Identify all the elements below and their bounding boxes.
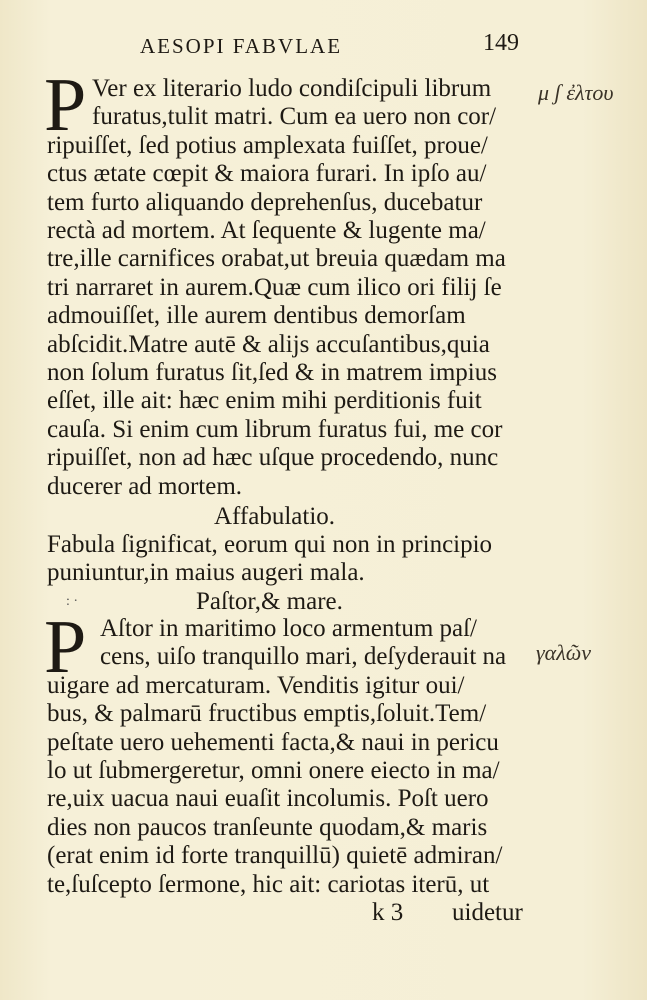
text-line: furatus,tulit matri. Cum ea uero non cor/ <box>92 103 497 131</box>
text-line: rectà ad mortem. At ſequente & lugente ma/ <box>47 217 486 244</box>
text-line: uigare ad mercaturam. Venditis igitur oui/ <box>47 671 465 699</box>
page-number: 149 <box>483 30 519 56</box>
text-line: Fabula ſignificat, eorum qui non in principio <box>47 531 493 558</box>
text-line: puniuntur,in maius augeri mala. <box>47 559 365 587</box>
text-line: ctus ætate cœpit & maiora furari. In ipſo au/ <box>47 160 487 188</box>
drop-capital: P <box>44 63 87 147</box>
text-line: Ver ex literario ludo condiſcipuli librum <box>92 75 492 102</box>
text-line: tri narraret in aurem.Quæ cum ilico ori filij ſe <box>47 273 502 301</box>
text-line: ripuiſſet, ſed potius amplexata fuiſſet, proue/ <box>47 131 488 159</box>
text-line: lo ut ſubmergeretur, omni onere eiecto in ma/ <box>47 757 500 784</box>
handwritten-note-2: γαλῶν <box>536 640 592 665</box>
handwritten-note: μ ʃ ἐλτου <box>538 80 614 105</box>
running-head: AESOPI FABVLAE <box>140 34 343 58</box>
text-line: ripuiſſet, non ad hæc uſque procedendo, nunc <box>47 444 499 472</box>
text-line: (erat enim id forte tranquillū) quietē admiran/ <box>47 842 503 870</box>
text-line: cens, uiſo tranquillo mari, deſyderauit na <box>100 643 507 671</box>
text-line: tre,ille carnifices orabat,ut breuia quædam ma <box>47 245 506 273</box>
drop-capital-2: P <box>44 605 87 689</box>
text-line: te,ſuſcepto ſermone, hic ait: cariotas iterū, ut <box>47 870 490 898</box>
text-line: abſcidit.Matre autē & alijs accuſantibus,quia <box>47 330 490 358</box>
text-line: eſſet, ille ait: hæc enim mihi perditionis fuit <box>47 387 482 415</box>
text-line: dies non paucos tranſeunte quodam,& maris <box>47 813 488 841</box>
fable2-title: Paſtor,& mare. <box>196 588 343 615</box>
affabulatio-heading: Affabulatio. <box>214 503 336 530</box>
text-line: ducerer ad mortem. <box>47 472 243 500</box>
signature-mark: k 3 <box>372 899 404 926</box>
text-line: re,uix uacua naui euaſit incolumis. Poſt uero <box>47 785 489 813</box>
margin-mark: : · <box>66 594 79 609</box>
text-line: admouiſſet, ille aurem dentibus demorſam <box>47 302 466 330</box>
text-line: bus, & palmarū fructibus emptis,ſoluit.Tem/ <box>47 700 487 728</box>
catchword: uidetur <box>452 899 523 926</box>
text-line: Aſtor in maritimo loco armentum paſ/ <box>100 615 478 642</box>
text-line: tem furto aliquando deprehenſus, ducebatur <box>47 188 483 216</box>
text-line: non ſolum furatus ſit,ſed & in matrem impius <box>47 359 497 386</box>
text-line: peſtate uero uehementi facta,& naui in pericu <box>47 728 499 756</box>
text-line: cauſa. Si enim cum librum furatus fui, me cor <box>47 415 503 443</box>
